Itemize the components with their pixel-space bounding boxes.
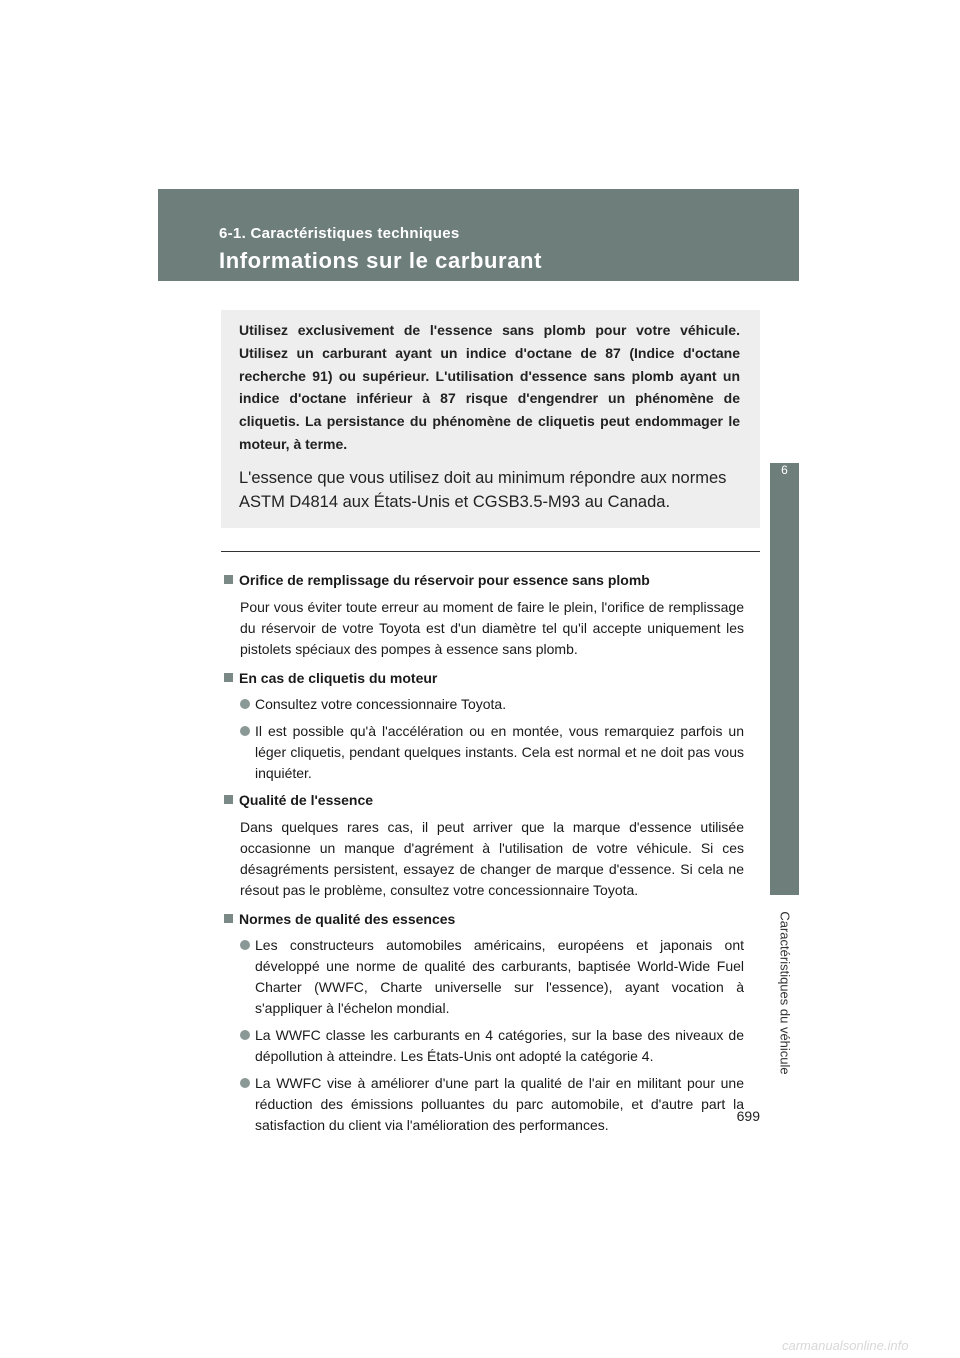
chapter-header xyxy=(158,189,799,281)
bullet-dot-icon xyxy=(240,1030,250,1040)
chapter-side-tab xyxy=(770,463,799,895)
bullet-text: Les constructeurs automobiles américains, européens et japonais ont développé une norme de qualité des carburants, baptisée World-Wide Fuel Charter (WWFC, Charte universelle sur l'essence), ayant vocation à s'appliquer à l'échelon mondial. xyxy=(255,937,744,1016)
section-label: 6-1. Caractéristiques techniques xyxy=(219,225,460,242)
intro-normal-text: L'essence que vous utilisez doit au minimum répondre aux normes ASTM D4814 aux États-Unis et CGSB3.5-M93 au Canada. xyxy=(239,468,727,511)
section-heading xyxy=(224,570,744,591)
bullet-dot-icon xyxy=(240,699,250,709)
section-heading xyxy=(224,790,744,811)
chapter-side-label: Caractéristiques du véhicule xyxy=(777,910,792,1075)
bullet-item xyxy=(240,694,744,715)
square-marker-icon xyxy=(224,673,233,682)
section-paragraph: Dans quelques rares cas, il peut arriver que la marque d'essence utilisée occasionne un manque d'agrément à l'utilisation de votre véhicule. Si ces désagréments persistent, essayez de changer de marque d'essence. Si cela ne résout pas le problème, consultez votre concessionnaire Toyota. xyxy=(240,819,744,898)
square-marker-icon xyxy=(224,575,233,584)
bullet-dot-icon xyxy=(240,726,250,736)
section-heading xyxy=(224,909,744,930)
section-heading-text: Qualité de l'essence xyxy=(239,792,374,808)
section-heading-text: Orifice de remplissage du réservoir pour essence sans plomb xyxy=(239,572,650,588)
section-heading-text: Normes de qualité des essences xyxy=(239,911,456,927)
section-heading xyxy=(224,668,744,689)
square-marker-icon xyxy=(224,914,233,923)
bullet-text: La WWFC vise à améliorer d'une part la qualité de l'air en militant pour une réduction des émissions polluantes du parc automobile, et d'autre part la satisfaction du client via l'amélioration des performances. xyxy=(255,1075,744,1133)
bullet-item xyxy=(240,721,744,784)
bullet-text: La WWFC classe les carburants en 4 catégories, sur la base des niveaux de dépollution à atteindre. Les États-Unis ont adopté la catégorie 4. xyxy=(255,1027,744,1064)
bullet-dot-icon xyxy=(240,940,250,950)
bullet-dot-icon xyxy=(240,1078,250,1088)
square-marker-icon xyxy=(224,795,233,804)
section-paragraph: Pour vous éviter toute erreur au moment de faire le plein, l'orifice de remplissage du réservoir de votre Toyota est d'un diamètre tel qu'il accepte uniquement les pistolets spéciaux des pompes à essence sans plomb. xyxy=(240,599,744,657)
section-heading-text: En cas de cliquetis du moteur xyxy=(239,670,438,686)
bullet-text: Il est possible qu'à l'accélération ou en montée, vous remarquiez parfois un léger cliquetis, pendant quelques instants. Cela est normal et ne doit pas vous inquiéter. xyxy=(255,723,744,781)
bullet-item xyxy=(240,935,744,1019)
intro-box xyxy=(221,310,760,528)
chapter-side-label-wrap xyxy=(770,895,799,1090)
bullet-item xyxy=(240,1025,744,1067)
bullet-text: Consultez votre concessionnaire Toyota. xyxy=(255,696,507,712)
page-title: Informations sur le carburant xyxy=(219,248,543,273)
divider xyxy=(221,551,760,552)
content xyxy=(224,570,744,1142)
watermark: carmanualsonline.info xyxy=(782,1338,909,1353)
bullet-item xyxy=(240,1073,744,1136)
page-number: 699 xyxy=(736,1108,760,1124)
chapter-number: 6 xyxy=(781,463,788,477)
intro-bold-text: Utilisez exclusivement de l'essence sans plomb pour votre véhicule. Utilisez un carburant ayant un indice d'octane de 87 (Indice d'octane recherche 91) ou supérieur. L'utilisation d'essence sans plomb ayant un indice d'octane inférieur à 87 risque d'engendrer un phénomène de cliquetis. La persistance du phénomène de cliquetis peut endommager le moteur, à terme. xyxy=(239,322,740,452)
